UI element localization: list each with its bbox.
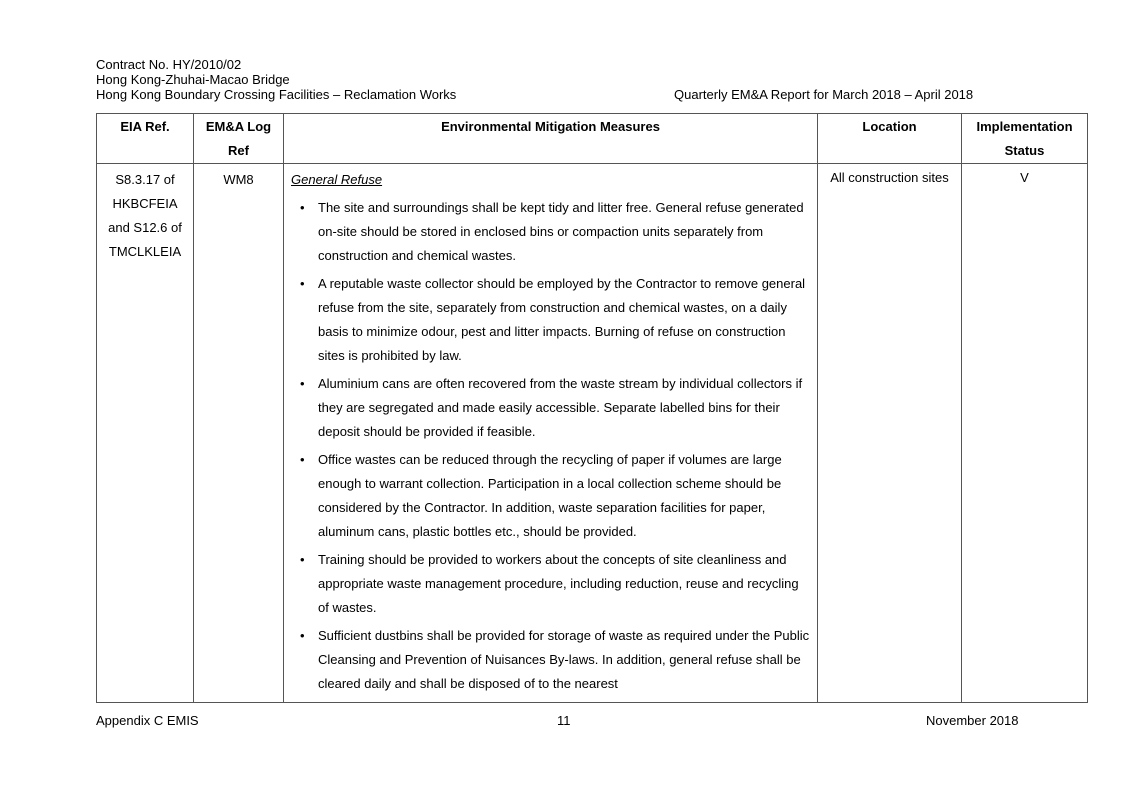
list-item-text: Office wastes can be reduced through the recycling of paper if volumes are large enough to warrant collection. Participation in a local collection scheme should be considered by the Contractor. In addition, waste separation facilities for paper, aluminum cans, plastic bottles etc., should be provided. [318, 452, 782, 539]
log-ref-cell: WM8 [194, 164, 284, 703]
list-item [300, 372, 811, 444]
footer-date: November 2018 [926, 713, 1019, 728]
list-item [300, 624, 811, 696]
eia-ref-cell: S8.3.17 of HKBCFEIA and S12.6 of TMCLKLEIA [97, 164, 194, 703]
measure-title: General Refuse [291, 172, 383, 187]
list-item-text: Sufficient dustbins shall be provided for storage of waste as required under the Public Cleansing and Prevention of Nuisances By-laws. In addition, general refuse shall be cleared daily and shall be disposed of to the nearest [318, 628, 810, 691]
contract-number: Contract No. HY/2010/02 [96, 57, 242, 72]
column-header-measures: Environmental Mitigation Measures [284, 114, 818, 164]
bullet-icon: • [300, 452, 305, 467]
page-number: 11 [557, 713, 571, 728]
list-item [300, 548, 811, 620]
table-row [97, 164, 1088, 703]
list-item-text: A reputable waste collector should be employed by the Contractor to remove general refuse from the site, separately from construction and chemical wastes, on a daily basis to minimize odour, pest and litter impacts. Burning of refuse on construction sites is prohibited by law. [318, 276, 806, 363]
bullet-icon: • [300, 628, 305, 643]
bullet-icon: • [300, 552, 305, 567]
measures-cell [284, 164, 818, 703]
works-name: Hong Kong Boundary Crossing Facilities – Reclamation Works [96, 87, 457, 102]
list-item-text: Training should be provided to workers about the concepts of site cleanliness and appropriate waste management procedure, including reduction, reuse and recycling of wastes. [318, 552, 799, 615]
list-item-text: The site and surroundings shall be kept tidy and litter free. General refuse generated on-site should be stored in enclosed bins or compaction units separately from construction and chemical wastes. [318, 200, 804, 263]
list-item [300, 196, 811, 268]
table-header-row [97, 114, 1088, 164]
column-header-location: Location [818, 114, 962, 164]
location-cell: All construction sites [818, 164, 962, 703]
footer-appendix: Appendix C EMIS [96, 713, 199, 728]
bullet-icon: • [300, 376, 305, 391]
mitigation-measures-table [96, 113, 1088, 703]
bullet-icon: • [300, 276, 305, 291]
measure-list [290, 196, 811, 696]
bullet-icon: • [300, 200, 305, 215]
column-header-eia-ref: EIA Ref. [97, 114, 194, 164]
document-header [96, 57, 996, 102]
project-name: Hong Kong-Zhuhai-Macao Bridge [96, 72, 290, 87]
column-header-log-ref: EM&A Log Ref [194, 114, 284, 164]
list-item [300, 272, 811, 368]
list-item [300, 448, 811, 544]
status-cell: V [962, 164, 1088, 703]
report-title: Quarterly EM&A Report for March 2018 – April 2018 [674, 87, 974, 102]
column-header-status: Implementation Status [962, 114, 1088, 164]
list-item-text: Aluminium cans are often recovered from the waste stream by individual collectors if they are segregated and made easily accessible. Separate labelled bins for their deposit should be provided if feasible. [318, 376, 803, 439]
